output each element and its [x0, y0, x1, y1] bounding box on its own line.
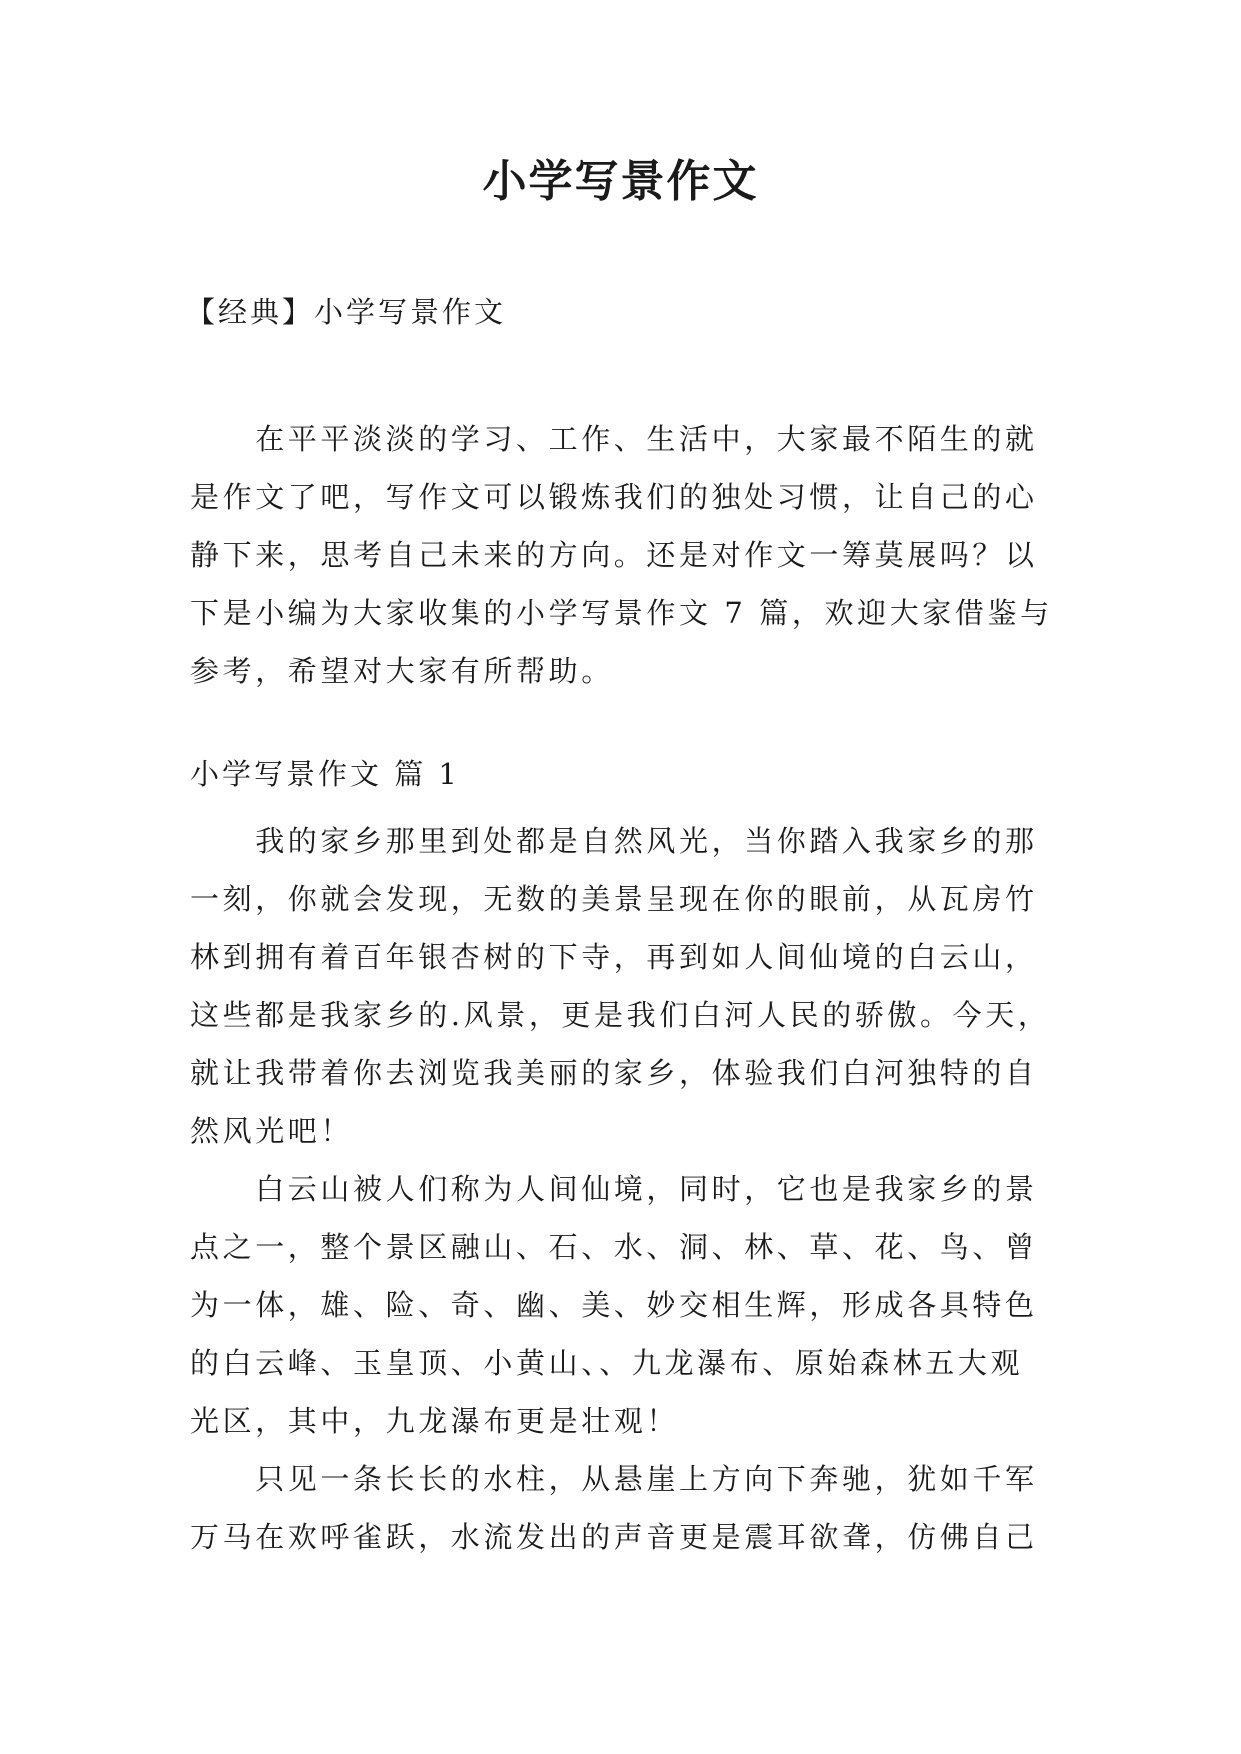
text-line: 是作文了吧，写作文可以锻炼我们的独处习惯，让自己的心 [190, 480, 1038, 514]
text-line: 在平平淡淡的学习、工作、生活中，大家最不陌生的就 [190, 422, 1038, 456]
text-line: 万马在欢呼雀跃，水流发出的声音更是震耳欲聋，仿佛自己 [190, 1520, 1038, 1554]
intro-paragraph [190, 410, 1053, 700]
text-line: 林到拥有着百年银杏树的下寺，再到如人间仙境的白云山， [190, 940, 1038, 974]
document-title: 小学写景作文 [482, 156, 759, 207]
text-line: 白云山被人们称为人间仙境，同时，它也是我家乡的景 [190, 1172, 1038, 1206]
section-body [190, 812, 1050, 1566]
document-subtitle: 【经典】小学写景作文 [186, 295, 507, 329]
text-line: 静下来，思考自己未来的方向。还是对作文一筹莫展吗？以 [190, 538, 1038, 572]
text-line: 我的家乡那里到处都是自然风光，当你踏入我家乡的那 [190, 824, 1038, 858]
text-line: 为一体，雄、险、奇、幽、美、妙交相生辉，形成各具特色 [190, 1288, 1038, 1322]
text-line: 点之一，整个景区融山、石、水、洞、林、草、花、鸟、曾 [190, 1230, 1038, 1264]
text-line: 一刻，你就会发现，无数的美景呈现在你的眼前，从瓦房竹 [190, 882, 1038, 916]
text-line: 就让我带着你去浏览我美丽的家乡，体验我们白河独特的自 [190, 1056, 1038, 1090]
text-line: 参考，希望对大家有所帮助。 [190, 654, 614, 688]
text-line: 这些都是我家乡的.风景，更是我们白河人民的骄傲。今天， [190, 998, 1051, 1032]
section-heading: 小学写景作文 篇 1 [190, 757, 460, 791]
text-line: 光区，其中，九龙瀑布更是壮观！ [190, 1404, 680, 1438]
text-line: 只见一条长长的水柱，从悬崖上方向下奔驰，犹如千军 [190, 1462, 1038, 1496]
text-line: 下是小编为大家收集的小学写景作文 7 篇，欢迎大家借鉴与 [190, 596, 1053, 630]
text-line: 的白云峰、玉皇顶、小黄山、、九龙瀑布、原始森林五大观 [190, 1346, 1024, 1380]
text-line: 然风光吧！ [190, 1114, 354, 1148]
